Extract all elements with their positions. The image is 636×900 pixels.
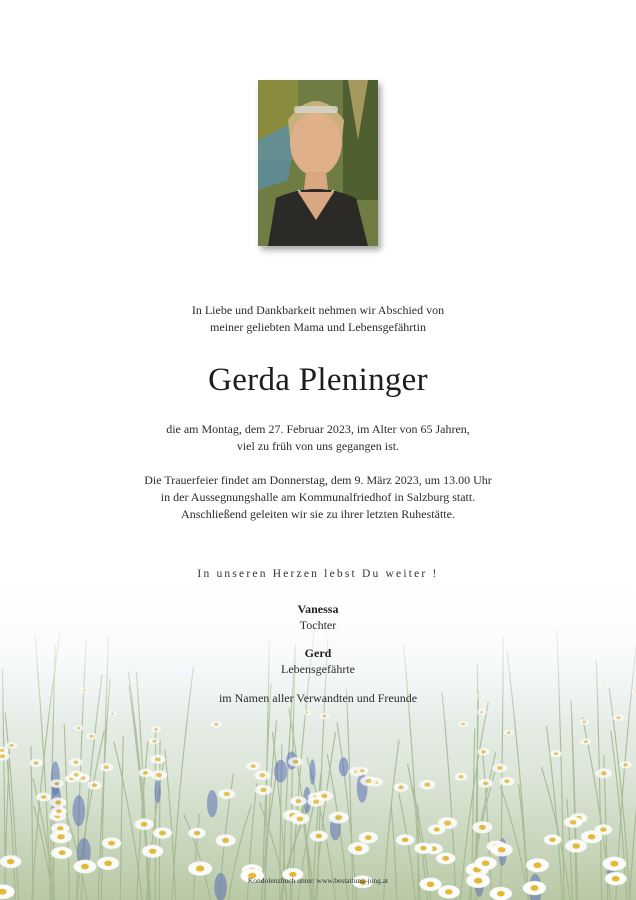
motto: In unseren Herzen lebst Du weiter !	[197, 568, 439, 580]
ceremony-line-1: Die Trauerfeier findet am Donnerstag, dem 9. März 2023, um 13.00 Uhr	[144, 473, 492, 487]
death-notice	[0, 421, 636, 455]
mourner-role: Lebensgefährte	[281, 662, 355, 676]
ceremony-line-2: in der Aussegnungshalle am Kommunalfriedhof in Salzburg statt.	[160, 490, 476, 504]
death-line-2: viel zu früh von uns gegangen ist.	[236, 439, 400, 453]
deceased-name: Gerda Pleninger	[208, 362, 428, 398]
intro-line-2: meiner geliebten Mama und Lebensgefährtin	[210, 320, 426, 334]
death-line-1: die am Montag, dem 27. Februar 2023, im Alter von 65 Jahren,	[166, 422, 470, 436]
mourner-name: Gerd	[304, 646, 332, 660]
intro-line-1: In Liebe und Dankbarkeit nehmen wir Abschied von	[191, 303, 445, 317]
ceremony-line-3: Anschließend geleiten wir sie zu ihrer letzten Ruhestätte.	[181, 507, 455, 521]
mourner-role: Tochter	[299, 618, 337, 632]
intro-text	[0, 302, 636, 336]
ceremony-info	[0, 472, 636, 523]
closing-text: im Namen aller Verwandten und Freunde	[218, 691, 418, 705]
mourner-entry	[0, 601, 636, 633]
portrait-photo	[258, 80, 378, 246]
condolence-link[interactable]: Kondolenzbuch unter: www.bestattung-jung.at	[247, 876, 389, 885]
mourner-name: Vanessa	[297, 602, 339, 616]
mourner-entry	[0, 645, 636, 677]
